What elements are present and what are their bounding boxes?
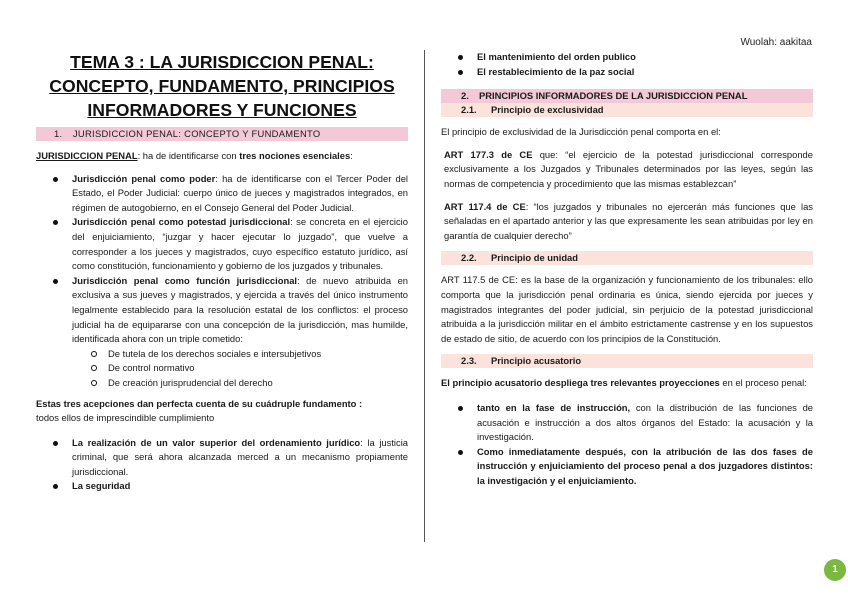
list-item: [441, 65, 813, 80]
cometidos-list: [72, 347, 408, 391]
item-bold: El mantenimiento del orden publico: [477, 51, 636, 62]
item-bold: tanto en la fase de instrucción,: [477, 401, 631, 413]
sub-list-item: [72, 361, 408, 376]
list-item: [441, 445, 813, 489]
item-bold: Jurisdicción penal como potestad jurisdiccional: [72, 216, 291, 228]
acepciones-bold: Estas tres acepciones dan perfecta cuenta de su cuádruple fundamento :: [36, 397, 363, 409]
art-177-3-paragraph: [441, 148, 813, 192]
bullet-icon: [53, 484, 58, 489]
exclusividad-intro: El principio de exclusividad de la Jurisdicción penal comporta en el:: [441, 126, 721, 138]
bullet-icon: [458, 406, 463, 411]
page-title: TEMA 3 : LA JURISDICCION PENAL: CONCEPTO, FUNDAMENTO, PRINCIPIOS INFORMADORES Y FUNCIONES: [49, 52, 395, 120]
article-text: : “los juzgados y tribunales no ejercerán más funciones que las señaladas en el apartado anterior y las que expresamente les sean atribuidas por ley en garantía de cualquier derecho”: [444, 200, 813, 241]
subsection-number: 2.3.: [461, 355, 477, 367]
circle-bullet-icon: [91, 365, 97, 371]
section-title: PRINCIPIOS INFORMADORES DE LA JURISDICCION PENAL: [479, 90, 748, 102]
acusatorio-bold: El principio acusatorio despliega tres relevantes proyecciones: [441, 377, 720, 389]
item-text: : la justicia criminal, que será ahora alcanzada merced a un mecanismo propiamente jurisdiccional.: [72, 436, 408, 477]
proyecciones-list: [441, 401, 813, 489]
section-title: JURISDICCION PENAL: CONCEPTO Y FUNDAMENTO: [72, 128, 321, 139]
item-bold: Como inmediatamente después, con la atribución de las dos fases de instrucción y enjuiciamiento del proceso penal a dos juzgadores distintos: la investigación y el enjuiciamiento.: [477, 445, 813, 486]
item-bold: Jurisdicción penal como poder: [72, 172, 216, 184]
circle-bullet-icon: [91, 380, 97, 386]
acusatorio-text: en el proceso penal:: [719, 377, 807, 389]
art-117-4-paragraph: [441, 200, 813, 244]
item-text: De tutela de los derechos sociales e intersubjetivos: [108, 347, 322, 359]
item-text: De control normativo: [108, 362, 195, 374]
article-ref: ART 177.3 de CE: [444, 148, 533, 160]
nociones-list: [36, 172, 408, 347]
subsection-number: 2.1.: [461, 104, 477, 116]
subsection-number: 2.2.: [461, 252, 477, 264]
acepciones-paragraph: [36, 397, 408, 426]
item-bold: El restablecimiento de la paz social: [477, 65, 635, 77]
section-heading-2: [441, 89, 813, 103]
circle-bullet-icon: [91, 351, 97, 357]
subsection-title: Principio de unidad: [491, 252, 578, 264]
item-text: : ha de identificarse con el Tercer Poder del Estado, el Poder Judicial: cuerpo único de jueces y magistrados integrados, en régimen de autogobierno, en el Consejo General del Poder Judicial.: [72, 172, 409, 213]
bullet-icon: [53, 441, 58, 446]
fundamentos-list: [36, 436, 408, 494]
unidad-paragraph: ART 117.5 de CE: es la base de la organización y funcionamiento de los tribunales: ello comporta que la jurisdicción penal ordinaria es única, siendo ejercida por jueces y magistrados integrantes del poder judicial, sin perjuicio de la potestad jurisdiccional atribuida a la jurisdicción militar en el ámbito estrictamente castrense y en los supuestos de estado de sitio, de acuerdo con los principios de la Constitución.: [441, 274, 813, 344]
acusatorio-intro: [441, 376, 813, 391]
term: JURISDICCION PENAL: [36, 150, 138, 161]
article-text: que: “el ejercicio de la potestad jurisdiccional corresponde exclusivamente a los Juzgados y Tribunales determinados por las leyes, según las normas de competencia y procedimiento que las mismas establezcan”: [444, 148, 813, 189]
item-bold: Jurisdicción penal como función jurisdiccional: [72, 274, 298, 286]
list-item: [36, 274, 408, 347]
bullet-icon: [458, 55, 463, 60]
item-bold: La seguridad: [72, 480, 131, 492]
list-item: [36, 215, 408, 273]
section-number: 1.: [54, 128, 63, 139]
list-item: [441, 50, 813, 65]
item-text: : se concreta en el ejercicio del enjuiciamiento, “juzgar y hacer ejecutar lo juzgado”, que vuelve a corresponder a los jueces y magistrados, cuyo específico estatuto jurídico, así como constitución, funcionamiento y gobierno de los juzgados y tribunales.: [72, 216, 408, 272]
intro-paragraph: [36, 149, 408, 164]
item-bold: La realización de un valor superior del ordenamiento jurídico: [72, 436, 361, 448]
subsection-title: Principio de exclusividad: [491, 104, 604, 116]
bullet-icon: [458, 450, 463, 455]
intro-end: :: [350, 150, 353, 161]
list-item: [36, 172, 408, 216]
bullet-icon: [53, 177, 58, 182]
fundamentos-cont-list: [441, 50, 813, 79]
list-item: [441, 401, 813, 445]
sub-list-item: [72, 376, 408, 391]
intro-text: : ha de identificarse con: [137, 150, 240, 161]
bullet-icon: [53, 220, 58, 225]
article-ref: ART 117.4 de CE: [444, 200, 526, 212]
watermark: Wuolah: aakitaa: [740, 37, 812, 48]
intro-strong: tres nociones esenciales: [239, 150, 351, 161]
page-number-badge: 1: [824, 559, 846, 581]
list-item: [36, 436, 408, 480]
sub-list-item: [72, 347, 408, 362]
subsection-heading-2-1: [441, 103, 813, 117]
item-text: con la distribución de las funciones de acusación e instrucción a dos altos órganos del Estado: la acusación y la investigación.: [477, 401, 813, 443]
section-heading-1: [36, 127, 408, 141]
section-number: 2.: [461, 90, 469, 102]
left-column: [36, 50, 408, 494]
column-divider: [424, 50, 425, 542]
bullet-icon: [458, 70, 463, 75]
subsection-heading-2-3: [441, 354, 813, 368]
acepciones-text: todos ellos de imprescindible cumplimiento: [36, 412, 215, 424]
list-item: [36, 479, 408, 494]
right-column: [441, 50, 813, 488]
subsection-heading-2-2: [441, 251, 813, 265]
bullet-icon: [53, 279, 58, 284]
item-text: : de nuevo atribuida en exclusiva a sus jueves y magistrados, y ejercida a través del único instrumento legalmente establecido para la resolución estatal de los conflictos: el proceso judicial ha de equipararse con una concepción de la jurisdicción, mas humilde, identificada ahora con un triple cometido:: [72, 274, 408, 345]
subsection-title: Principio acusatorio: [491, 355, 582, 367]
item-text: De creación jurisprudencial del derecho: [108, 376, 273, 388]
